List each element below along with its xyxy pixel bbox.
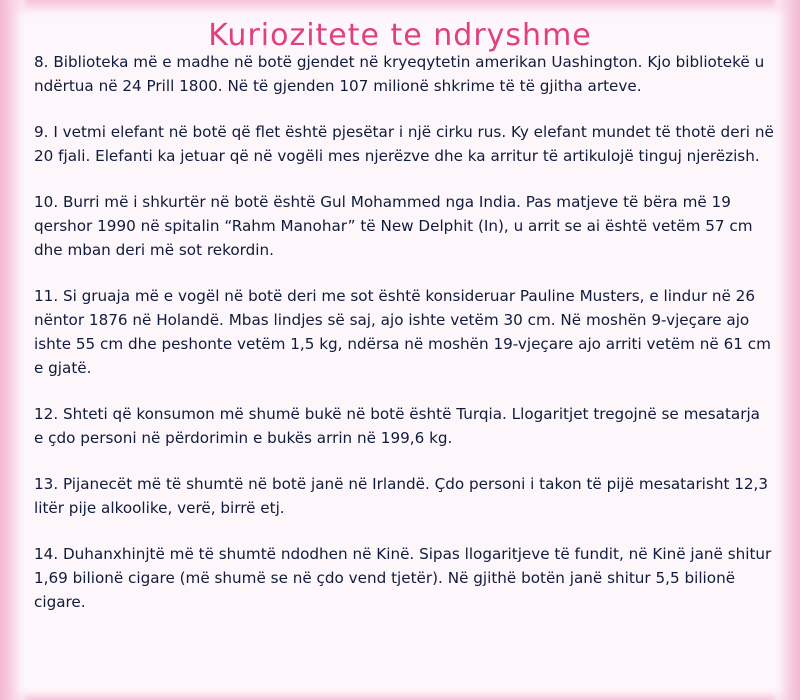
fact-item-13: 13. Pijanecët më të shumtë në botë janë në Irlandë. Çdo personi i takon të pijë mesatarisht 12,3 litër pije alkoolike, verë, birrë etj. xyxy=(34,475,769,517)
fact-item-8: 8. Biblioteka më e madhe në botë gjendet në kryeqytetin amerikan Uashington. Kjo bibliotekë u ndërtua në 24 Prill 1800. Në të gjenden 107 milionë shkrime të të gjitha arteve. xyxy=(34,53,765,95)
facts-list xyxy=(34,50,774,636)
fact-item-11: 11. Si gruaja më e vogël në botë deri me sot është konsideruar Pauline Musters, e lindur në 26 nëntor 1876 në Holandë. Mbas lindjes së saj, ajo ishte vetëm 30 cm. Në moshën 9-vjeçare ajo ishte 55 cm dhe peshonte vetëm 1,5 kg, ndërsa në moshën 19-vjeçare ajo arriti vetëm në 61 cm e gjatë. xyxy=(34,287,771,377)
fact-item-9: 9. I vetmi elefant në botë që flet është pjesëtar i një cirku rus. Ky elefant mundet të thotë deri në 20 fjali. Elefanti ka jetuar që në vogëli mes njerëzve dhe ka arritur të artikulojë tinguj njerëzish. xyxy=(34,123,774,165)
fact-item-14: 14. Duhanxhinjtë më të shumtë ndodhen në Kinë. Sipas llogaritjeve të fundit, në Kinë janë shitur 1,69 bilionë cigare (më shumë se në çdo vend tjetër). Në gjithë botën janë shitur 5,5 bilionë cigare. xyxy=(34,545,772,611)
fact-item-12: 12. Shteti që konsumon më shumë bukë në botë është Turqia. Llogaritjet tregojnë se mesatarja e çdo personi në përdorimin e bukës arrin në 199,6 kg. xyxy=(34,405,760,447)
fact-item-10: 10. Burri më i shkurtër në botë është Gul Mohammed nga India. Pas matjeve të bëra më 19 qershor 1990 në spitalin “Rahm Manohar” të New Delphit (In), u arrit se ai është vetëm 57 cm dhe mban deri më sot rekordin. xyxy=(34,193,753,259)
page-title: Kuriozitete te ndryshme xyxy=(208,18,592,53)
